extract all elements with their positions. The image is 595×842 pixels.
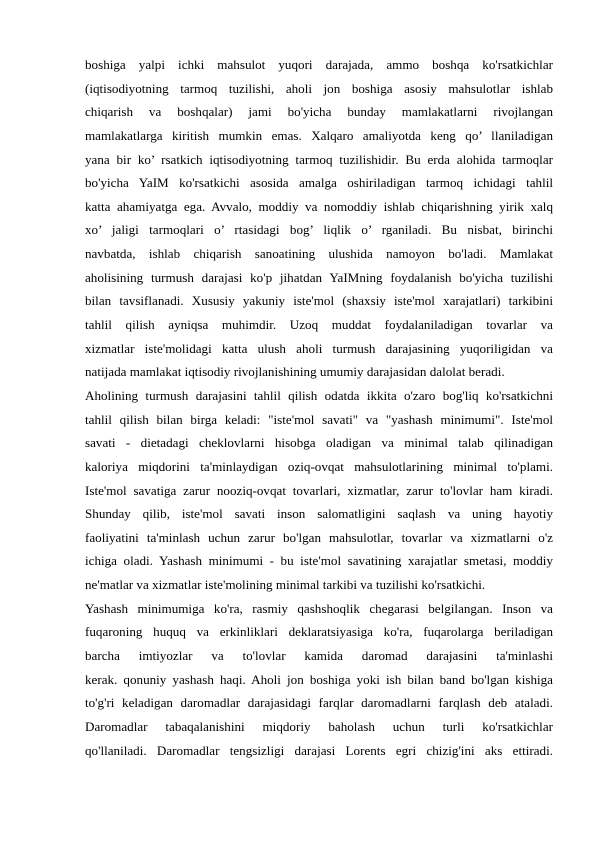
text-line: to'g'ri keladigan daromadlar darajasidagi farqlar daromadlarni farqlash deb ataladi. xyxy=(85,695,553,711)
text-line: kaloriya miqdorini ta'minlaydigan oziq-ovqat mahsulotlarining minimal to'plami. xyxy=(85,458,553,474)
text-line: bilan tavsiflanadi. Xususiy yakuniy iste'mol (shaxsiy iste'mol xarajatlari) tarkibini xyxy=(85,293,553,309)
text-line: ichiga oladi. Yashash minimumi - bu iste'mol savatining xarajatlar smetasi, moddiy xyxy=(85,553,553,569)
text-line: Yashash minimumiga ko'ra, rasmiy qashshoqlik chegarasi belgilangan. Inson va xyxy=(85,600,553,616)
text-line: Aholining turmush darajasini tahlil qilish odatda ikkita o'zaro bog'liq ko'rsatkichni xyxy=(85,387,553,403)
text-line: boshiga yalpi ichki mahsulot yuqori darajada, ammo boshqa ko'rsatkichlar xyxy=(85,57,553,72)
text-line: fuqaroning huquq va erkinliklari deklaratsiyasiga ko'ra, fuqarolarga beriladigan xyxy=(85,624,553,640)
body-text xyxy=(85,53,553,762)
text-line: mamlakatlarga kiritish mumkin emas. Xalqaro amaliyotda keng qo’ llaniladigan xyxy=(85,127,553,143)
text-line: natijada mamlakat iqtisodiy rivojlanishining umumiy darajasidan dalolat beradi. xyxy=(85,364,505,380)
text-line: Shunday qilib, iste'mol savati inson salomatligini saqlash va uning hayotiy xyxy=(85,506,553,522)
text-line: savati - dietadagi cheklovlarni hisobga oladigan va minimal talab qilinadigan xyxy=(85,435,553,451)
text-line: tahlil qilish ayniqsa muhimdir. Uzoq muddat foydalaniladigan tovarlar va xyxy=(85,317,553,333)
text-line: barcha imtiyozlar va to'lovlar kamida daromad darajasini ta'minlashi xyxy=(85,648,553,664)
text-line: yana bir ko’ rsatkich iqtisodiyotning tarmoq tuzilishidir. Bu erda alohida tarmoqlar xyxy=(85,151,553,167)
text-line: qo'llaniladi. Daromadlar tengsizligi darajasi Lorents egri chizig'ini aks ettiradi. xyxy=(85,742,553,758)
text-line: bo'yicha YaIM ko'rsatkichi asosida amalga oshiriladigan tarmoq ichidagi tahlil xyxy=(85,175,553,191)
text-line: kerak. qonuniy yashash haqi. Aholi jon boshiga yoki ish bilan band bo'lgan kishiga xyxy=(85,671,553,687)
text-line: katta ahamiyatga ega. Avvalo, moddiy va nomoddiy ishlab chiqarishning yirik xalq xyxy=(85,198,553,214)
text-line: Daromadlar tabaqalanishini miqdoriy baholash uchun turli ko'rsatkichlar xyxy=(85,718,553,734)
text-line: tahlil qilish bilan birga keladi: "iste'mol savati" va "yashash minimumi". Iste'mol xyxy=(85,411,553,427)
text-line: Iste'mol savatiga zarur nooziq-ovqat tovarlari, xizmatlar, zarur to'lovlar ham kiradi. xyxy=(85,482,553,498)
text-line: (iqtisodiyotning tarmoq tuzilishi, aholi jon boshiga asosiy mahsulotlar ishlab xyxy=(85,80,553,96)
text-line: chiqarish va boshqalar) jami bo'yicha bunday mamlakatlarni rivojlangan xyxy=(85,104,553,120)
text-line: faoliyatini ta'minlash uchun zarur bo'lgan mahsulotlar, tovarlar va xizmatlarni o'z xyxy=(85,529,553,545)
text-line: navbatda, ishlab chiqarish sanoatining ulushida namoyon bo'ladi. Mamlakat xyxy=(85,246,553,262)
text-line: xo’ jaligi tarmoqlari o’ rtasidagi bog’ liqlik o’ rganiladi. Bu nisbat, birinchi xyxy=(85,222,553,238)
text-line: ne'matlar va xizmatlar iste'molining minimal tarkibi va tuzilishi ko'rsatkichi. xyxy=(85,577,486,593)
text-line: xizmatlar iste'molidagi katta ulush aholi turmush darajasining yuqoriligidan va xyxy=(85,340,553,356)
text-line: aholisining turmush darajasi ko'p jihatdan YaIMning foydalanish bo'yicha tuzilishi xyxy=(85,269,553,285)
